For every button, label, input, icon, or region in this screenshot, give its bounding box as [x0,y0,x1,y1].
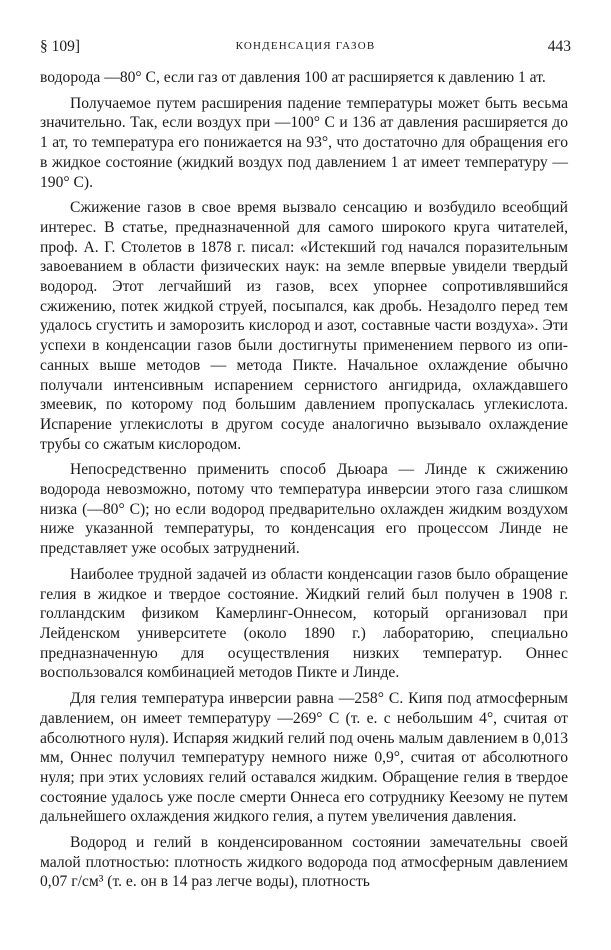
paragraph-2: Получаемое путем расширения падение температуры может быть весьма значительно. Так, если воздух при —100° С и 136 ат давления расширяется до 1 ат, то температура его понижается на 93°, что достаточно для обращения его в жидкое состояние (жидкий воздух под давлением 1 ат имеет температуру —190° С). [40,94,568,191]
paragraph-7: Водород и гелий в конденсированном состоянии замечательны своей малой плотностью: плотность жидкого водорода под атмосферным давлением 0,07 г/см³ (т. е. он в 14 раз легче воды), плотность [40,834,568,891]
chapter-title: КОНДЕНСАЦИЯ ГАЗОВ [235,40,376,52]
section-ref: § 109] [40,38,81,55]
paragraph-5: Наиболее трудной задачей из области конденсации газов было обращение гелия в жидкое и твердое состояние. Жидкий гелий был получен в 1908 г. голландским физиком Камерлинг-Оннесом, который организовал при Лейденском университете (около 1890 г.) лабораторию, специально предназначенную для осуществления низких температур. Оннес воспользовался комбинацией методов Пикте и Линде. [40,565,568,682]
paragraph-1: водорода —80° С, если газ от давления 100 ат расширяется к давлению 1 ат. [40,69,546,86]
page-number: 443 [547,38,571,55]
running-header [40,38,571,58]
paragraph-4: Непосредственно применить способ Дьюара — Линде к сжижению водорода невозможно, потому что температура инверсии этого газа слишком низка (—80° С); но если водород предварительно охлажден жидким воздухом ниже указанной температуры, то конденсация его процессом Линде не представляет уже особых затруднений. [40,461,568,558]
paragraph-3: Сжижение газов в свое время вызвало сенсацию и возбудило всеобщий интерес. В статье, предназначенной для самого широкого круга читателей, проф. А. Г. Столетов в 1878 г. писал: «Истекший год начался поразительным завоеванием в области физических наук: на земле впервые увидели твердый водород. Этот легчайший из газов, всех упорнее сопротивлявшийся сжижению, потек жидкой струей, посыпался, как дробь. Незадолго перед тем удалось сгустить и заморозить кислород и азот, составные части воздуха». Эти успехи в конденсации газов были достигнуты применением первого из описанных выше методов — метода Пикте. Начальное охлаждение обычно получали интенсивным испарением сернистого ангидрида, охлаждавшего змеевик, по которому под большим давлением пропускалась углекислота. Испарение углекислоты в другом сосуде аналогично вызывало охлаждение трубы со сжатым кислородом. [40,199,568,453]
paragraph-6: Для гелия температура инверсии равна —258° С. Кипя под атмосферным давлением, он имеет температуру —269° С (т. е. с небольшим 4°, считая от абсолютного нуля). Испаряя жидкий гелий под очень малым давлением в 0,013 мм, Оннес получил температуру немного ниже 0,9°, считая от абсолютного нуля; при этих условиях гелий оставался жидким. Обращение гелия в твердое состояние удалось уже после смерти Оннеса его сотруднику Кеезому не путем дальнейшего охлаждения жидкого гелия, а путем увеличения давления. [40,690,568,826]
page-body [40,68,568,892]
